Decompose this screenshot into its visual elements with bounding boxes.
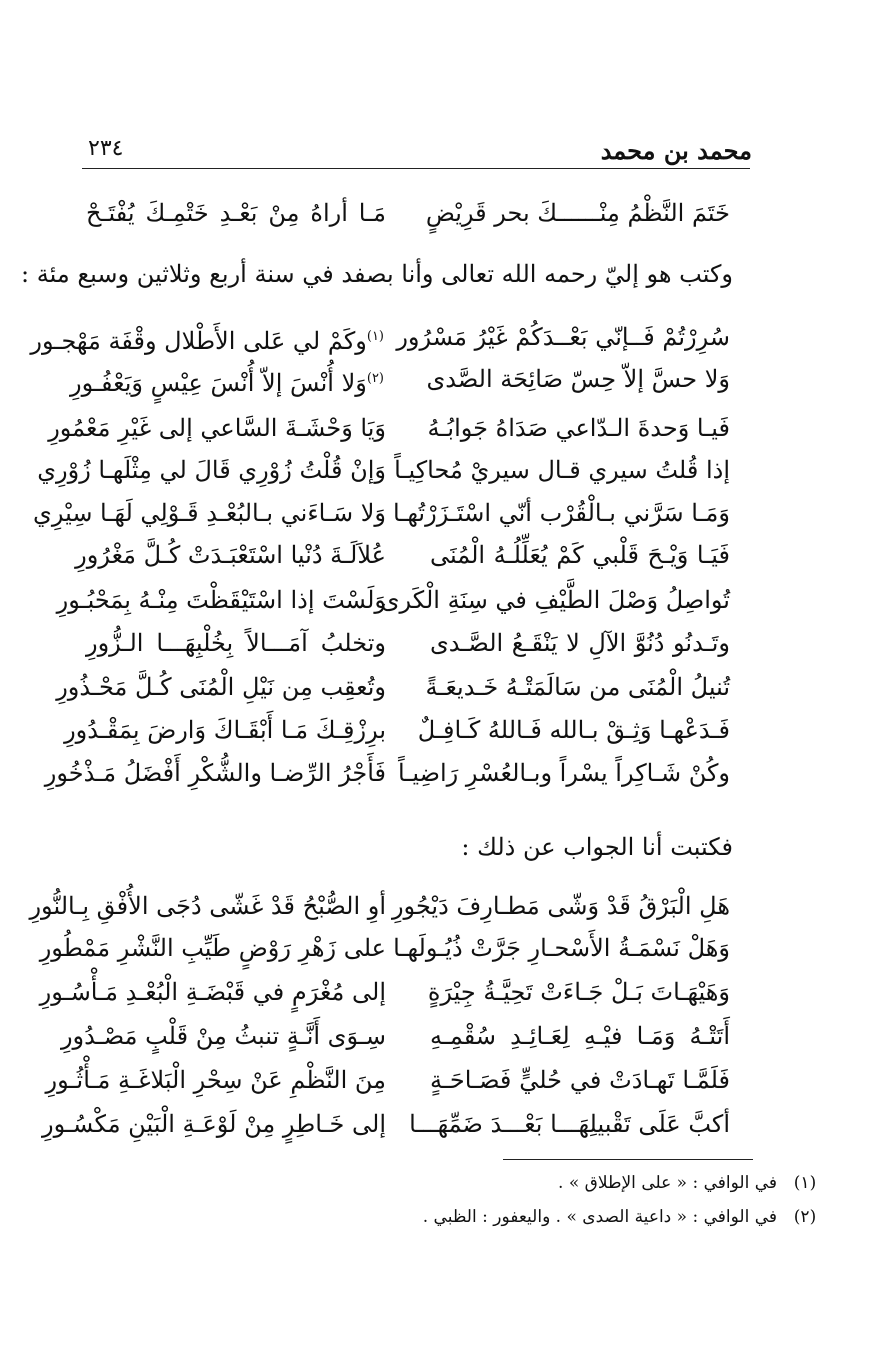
poem1-verse (48, 408, 750, 448)
verse-second-hemistich: مِنَ النَّظْمِ عَنْ سِحْرِ الْبَلاغَـةِ مَـأْثُـورِ (45, 1066, 386, 1094)
verse-first-hemistich: فَيـا وَحدةَ الـدّاعي صَدَاهُ جَوابُـهُ (427, 414, 730, 442)
poem1-verse (82, 623, 750, 663)
poem1-verse (33, 493, 750, 533)
verse-first-hemistich: خَتَمَ النَّظْمُ مِنْــــــكَ بحر قَرِيْضٍ (425, 199, 730, 227)
verse-first-hemistich: هَلِ الْبَرْقُ قَدْ وَشّى مَطـارِفَ دَيْجُورِ (391, 892, 730, 920)
verse-second-hemistich: برِزْقِـكَ مَـا أَبْقَـاكَ وَارضَ بِمَقْـدُورِ (64, 716, 386, 744)
verse-first-hemistich: وَهَلْ نَسْمَـةُ الأَسْحـارِ جَرَّتْ ذُيُـولَهـا (393, 934, 730, 962)
verse-second-hemistich: سِـوَى أَنَّـةٍ تنبثُ مِنْ قَلْبٍ مَصْـدُورِ (60, 1022, 386, 1050)
verse-first-hemistich: سُرِرْتُمْ فَــإنّي بَعْــدَكُمْ غَيْرُ مَسْرُور (396, 323, 730, 351)
header-divider (82, 168, 750, 169)
poem2-verse (42, 1104, 750, 1144)
verse-first-hemistich: تُواصِلُ وَصْلَ الطَّيْفِ في سِنَةِ الْكَرى (380, 586, 730, 614)
verse-first-hemistich: فَلَمَّـا تَهـادَتْ في حُليٍّ فَصَـاحَـةٍ (430, 1066, 730, 1094)
verse-second-hemistich: أوِ الصُّبْحُ قَدْ غَشّى دُجَى الأُفْقِ بِـالنُّورِ (29, 892, 386, 920)
verse-first-hemistich: أَتَتْـهُ وَمَـا فيْـهِ لِعَـائِـدِ سُقْمِـهِ (430, 1022, 730, 1050)
poem1-verse (64, 710, 750, 750)
poem2-verse (39, 928, 750, 968)
footnote-marker: (١) (366, 329, 384, 344)
verse-second-hemistich: إلى خَـاطِرٍ مِنْ لَوْعَـةِ الْبَيْنِ مَكْسُـورِ (42, 1110, 386, 1138)
running-head-author: محمد بن محمد (600, 136, 752, 165)
verse-second-hemistich: مَـا أراهُ مِنْ بَعْـدِ خَتْمِـكَ يُفْتَـحْ (86, 199, 386, 227)
verse-second-hemistich: $^{(٢)}$وَلا أُنْسَ إلاّ أُنْسَ عِيْسٍ وَيَعْفُـورِ (70, 369, 384, 397)
page-header (80, 128, 752, 168)
verse-second-hemistich: $^{(١)}$وكَمْ لي عَلى الأَطْلال وقْفَة مَهْجـور (30, 327, 384, 355)
verse-first-hemistich: وكُنْ شَـاكِراً يسْراً وبـالعُسْرِ رَاضِيـاً (398, 759, 730, 787)
poem1-verse (56, 667, 750, 707)
poem2-verse (39, 972, 750, 1012)
poem2-verse (60, 1016, 750, 1056)
opening-verse (82, 193, 750, 233)
verse-second-hemistich: وَإنْ قُلْتُ زُوْرِي قَالَ لي مِثْلَهـا زُوْرِي (37, 456, 386, 484)
page-number: ٢٣٤ (88, 136, 124, 161)
footnote (177, 1168, 817, 1198)
verse-first-hemistich: وَهَيْهَـاتَ بَـلْ جَـاءَتْ تَحِيَّـةُ جِيْرَةٍ (427, 978, 730, 1006)
verse-second-hemistich: وَيَا وَحْشَـةَ السَّاعي إلى غَيْرِ مَعْمُورِ (48, 414, 386, 442)
footnote-divider (503, 1159, 753, 1160)
poem1-verse (75, 535, 750, 575)
intro-line: وكتب هو إليّ رحمه الله تعالى وأنا بصفد في سنة أربع وثلاثين وسبع مئة : (21, 260, 733, 288)
reply-intro-line: فكتبت أنا الجواب عن ذلك : (461, 833, 733, 861)
verse-second-hemistich: إلى مُغْرَمٍ في قَبْضَـةِ الْبُعْـدِ مَـأْسُـورِ (39, 978, 386, 1006)
footnote-number: (١) (793, 1173, 817, 1193)
verse-first-hemistich: تُنيلُ الْمُنَى من سَالَمَتْـهُ خَـديعَـةً (425, 673, 730, 701)
verse-first-hemistich: وَلا حسَّ إلاّ حِسّ صَائِحَة الصَّدى (426, 365, 730, 393)
verse-first-hemistich: فَيَـا وَيْـحَ قَلْبي كَمْ يُعَلِّلُـهُ الْمُنَى (430, 541, 730, 569)
verse-second-hemistich: وَلَسْتَ إذا اسْتَيْقَظْتَ مِنْـهُ بِمَحْبُـورِ (56, 586, 386, 614)
verse-second-hemistich: فَأَجْرُ الرِّضـا والشُّكْرِ أَفْضَلُ مَـذْخُورِ (44, 759, 386, 787)
poem1-verse (30, 317, 750, 357)
verse-second-hemistich: وتخلبُ آمَـــالاً بِخُلْبِهَـــا الـزُّورِ (86, 629, 386, 657)
poem1-verse (56, 580, 750, 620)
footnote-number: (٢) (793, 1207, 817, 1227)
poem2-verse (45, 1060, 750, 1100)
verse-second-hemistich: عُلاَلَـةَ دُنْيا اسْتَعْبَـدَتْ كُـلَّ مَغْرُورِ (75, 541, 386, 569)
verse-first-hemistich: وَمَـا سَرَّني بـالْقُرْب أنّي اسْتَـزَرْتُهـا (393, 499, 730, 527)
footnote-marker: (٢) (366, 371, 384, 386)
poem1-verse (37, 450, 750, 490)
verse-second-hemistich: وتُعقِب مِن نَيْلِ الْمُنَى كُـلَّ مَحْـذُورِ (56, 673, 386, 701)
footnote-text: في الوافي : « على الإطلاق » . (558, 1173, 777, 1193)
footnote (177, 1202, 817, 1232)
verse-second-hemistich: على زَهْرِ رَوْضٍ طَيِّبِ النَّشْرِ مَمْطُورِ (39, 934, 386, 962)
verse-first-hemistich: فَـدَعْهـا وَثِـقْ بـالله فَـاللهُ كَـافِـلٌ (417, 716, 730, 744)
verse-first-hemistich: أكبَّ عَلَى تَقْبيلِهَـــا بَعْـــدَ ضَمِّهَـــا (409, 1110, 730, 1138)
verse-second-hemistich: وَلا سَـاءَني بـالبُعْـدِ قَـوْلِي لَهَـا سِيْرِي (33, 499, 386, 527)
poem2-verse (29, 886, 750, 926)
poem1-verse (70, 359, 750, 399)
poem1-verse (44, 753, 750, 793)
verse-first-hemistich: إذا قُلتُ سيري قـال سيريْ مُحاكِيـاً (394, 456, 730, 484)
verse-first-hemistich: وتَـدنُو دُنُوَّ الآلِ لا يَنْقَـعُ الصَّـدى (430, 629, 730, 657)
footnote-text: في الوافي : « داعية الصدى » . واليعفور : الظبي . (422, 1207, 777, 1227)
